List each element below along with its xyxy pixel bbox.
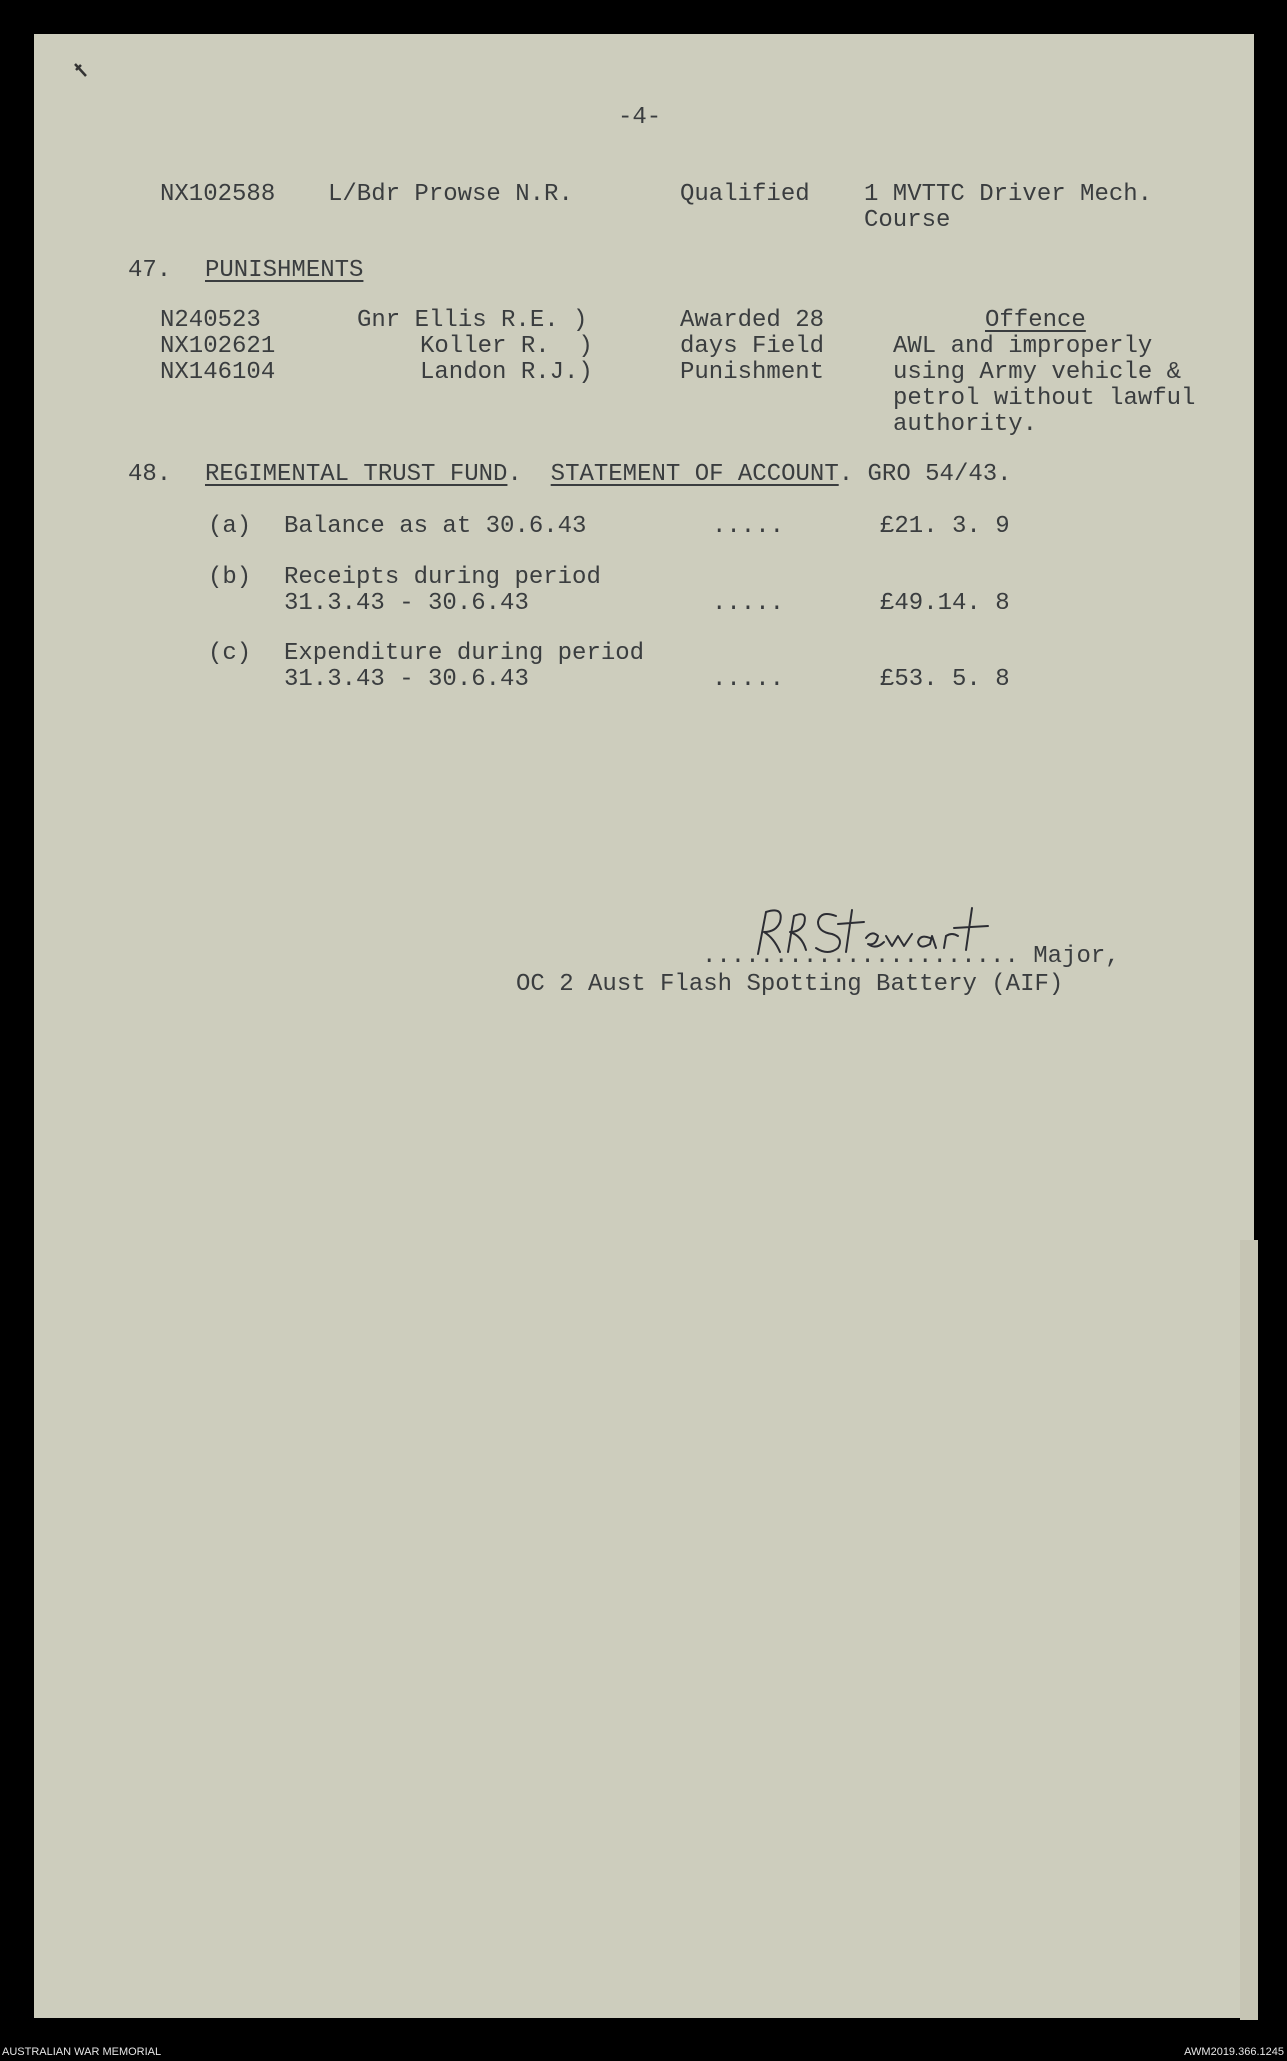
heading-separator: . <box>507 461 522 488</box>
item-c-line2: 31.3.43 - 30.6.43 <box>284 666 529 693</box>
signature-rank-line: ...................... Major, <box>702 943 1120 970</box>
item-a-line1: Balance as at 30.6.43 <box>284 513 587 540</box>
punishments-heading: PUNISHMENTS <box>205 257 364 284</box>
punishment-name-1: Gnr Ellis R.E. ) <box>357 307 588 334</box>
award-line-1: Awarded 28 <box>680 307 825 334</box>
offence-line-1: AWL and improperly <box>893 333 1153 360</box>
offence-heading: Offence <box>985 307 1086 334</box>
punishment-service-no-3: NX146104 <box>160 359 276 386</box>
signatory-title: OC 2 Aust Flash Spotting Battery (AIF) <box>516 971 1064 998</box>
course-name: L/Bdr Prowse N.R. <box>328 181 573 208</box>
punishment-service-no-1: N240523 <box>160 307 261 334</box>
course-title-line1: 1 MVTTC Driver Mech. <box>864 181 1153 208</box>
award-line-3: Punishment <box>680 359 825 386</box>
section-number-47: 47. <box>128 257 172 284</box>
punishment-name-2: Koller R. ) <box>420 333 593 360</box>
item-c-amount: £53. 5. 8 <box>880 666 1010 693</box>
footer-accession-number: AWM2019.366.1245 <box>1184 2046 1284 2058</box>
punishment-name-3: Landon R.J.) <box>420 359 593 386</box>
award-line-2: days Field <box>680 333 825 360</box>
item-c-line1: Expenditure during period <box>284 640 645 667</box>
punishment-service-no-2: NX102621 <box>160 333 276 360</box>
item-a-dots: ..... <box>712 513 785 540</box>
item-b-label: (b) <box>208 564 252 591</box>
offence-line-2: using Army vehicle & <box>893 359 1182 386</box>
page-number: -4- <box>618 104 662 131</box>
section-number-48: 48. <box>128 461 172 488</box>
gro-reference: . GRO 54/43. <box>838 461 1012 488</box>
item-b-line1: Receipts during period <box>284 564 601 591</box>
pin-mark <box>72 60 96 84</box>
trust-fund-heading <box>205 462 1012 488</box>
item-c-dots: ..... <box>712 666 785 693</box>
item-b-amount: £49.14. 8 <box>880 590 1010 617</box>
footer-institution: AUSTRALIAN WAR MEMORIAL <box>2 2046 162 2058</box>
offence-line-4: authority. <box>893 411 1038 438</box>
item-b-line2: 31.3.43 - 30.6.43 <box>284 590 529 617</box>
paper-edge-strip <box>1240 1240 1258 2020</box>
item-b-dots: ..... <box>712 590 785 617</box>
offence-line-3: petrol without lawful <box>893 385 1196 412</box>
course-status: Qualified <box>680 181 810 208</box>
statement-title: STATEMENT OF ACCOUNT <box>550 461 839 488</box>
course-service-no: NX102588 <box>160 181 276 208</box>
course-title-line2: Course <box>864 207 951 234</box>
item-a-label: (a) <box>208 513 252 540</box>
trust-fund-title: REGIMENTAL TRUST FUND <box>205 461 508 488</box>
item-a-amount: £21. 3. 9 <box>880 513 1010 540</box>
item-c-label: (c) <box>208 640 252 667</box>
